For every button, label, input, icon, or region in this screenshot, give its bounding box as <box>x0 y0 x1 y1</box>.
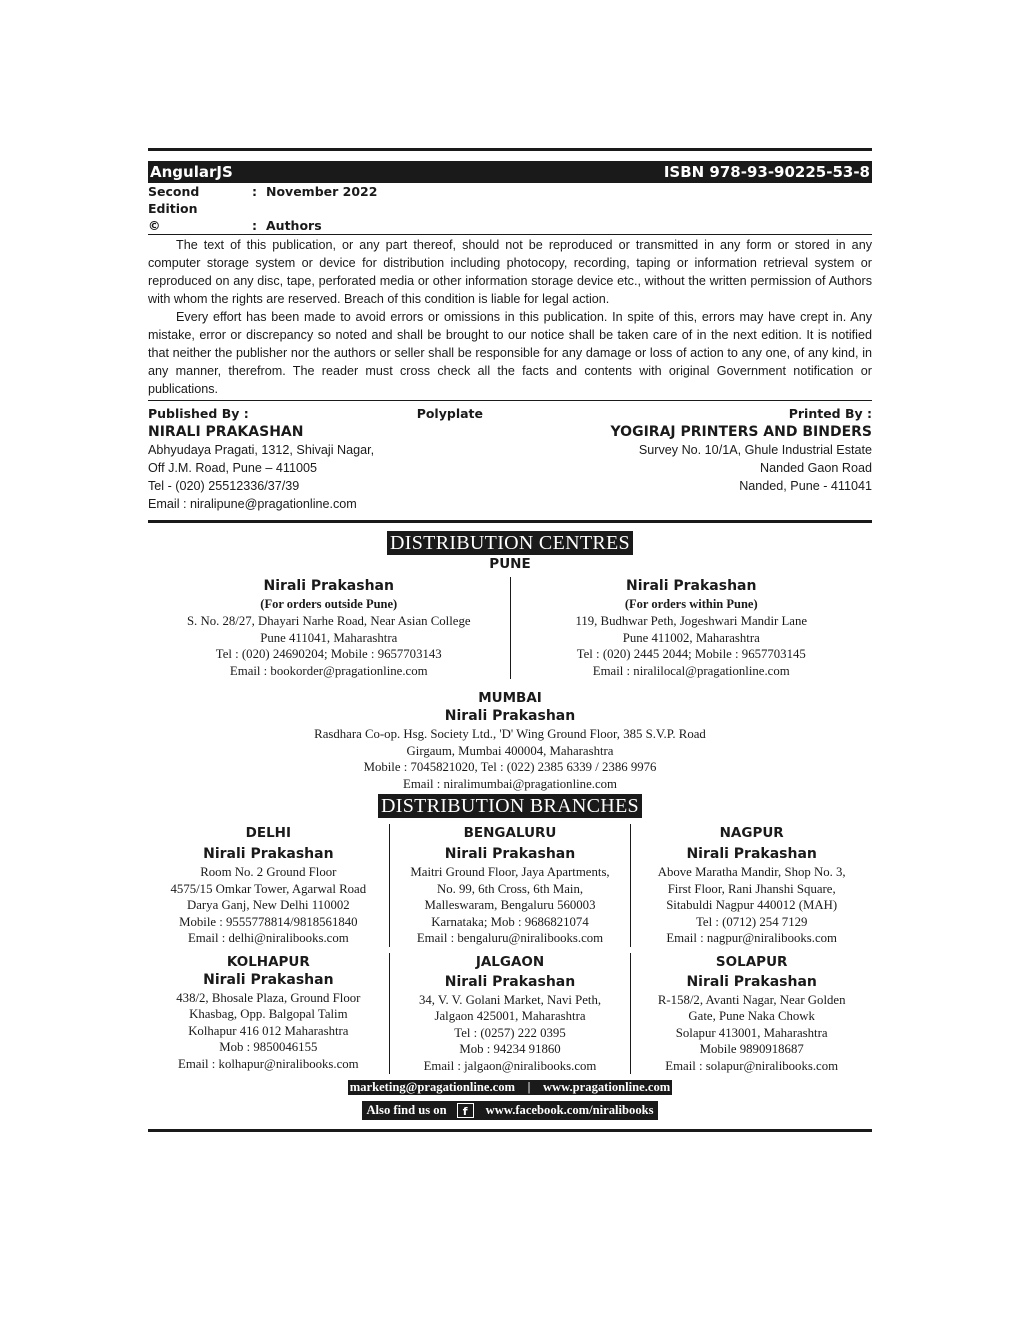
email-line: Email : kolhapur@niralibooks.com <box>178 1056 359 1071</box>
branch-solapur <box>631 953 872 1075</box>
phone-line: Mobile : 9555778814/9818561840 <box>179 914 358 929</box>
branches-row-1 <box>148 824 872 947</box>
book-title: AngularJS <box>150 163 233 181</box>
branch-bengaluru <box>390 824 631 947</box>
publisher-email: Email : niralipune@pragationline.com <box>148 497 357 511</box>
pune-city: PUNE <box>489 556 531 572</box>
divider-thick <box>148 520 872 523</box>
address-line: R-158/2, Avanti Nagar, Near Golden <box>657 992 846 1007</box>
publisher-label: Published By : <box>148 406 249 421</box>
email-line: Email : bengaluru@niralibooks.com <box>416 931 604 945</box>
publisher-block <box>148 405 374 513</box>
branch-city: BENGALURU <box>463 825 557 841</box>
address-line: First Floor, Rani Jhanshi Square, <box>667 881 836 896</box>
polyplate-label: Polyplate <box>416 406 483 421</box>
branch-kolhapur <box>148 953 389 1075</box>
email-line: Email : niralimumbai@pragationline.com <box>403 776 617 791</box>
phone-line: Tel : (020) 2445 2044; Mobile : 9657703145 <box>576 647 806 661</box>
printer-name: YOGIRAJ PRINTERS AND BINDERS <box>610 424 872 440</box>
email-line: Email : delhi@niralibooks.com <box>187 931 349 945</box>
publisher-line: Tel - (020) 25512336/37/39 <box>148 479 300 493</box>
printer-label: Printed By : <box>788 406 872 421</box>
phone-line: Tel : (020) 24690204; Mobile : 9657703143 <box>215 647 442 661</box>
branches-row-2 <box>148 953 872 1075</box>
colon: : <box>252 218 257 233</box>
printer-line: Survey No. 10/1A, Ghule Industrial Estate <box>638 443 872 457</box>
firm-name: Nirali Prakashan <box>626 578 757 594</box>
phone-line: Tel : (0712) 254 7129 <box>695 914 808 929</box>
legal-paragraph-1: The text of this publication, or any part thereof, should not be reproduced or transmitted in any form or stored in any computer storage system or device for distribution including photocopy, recording, taping or information retrieval system or reproduced on any disc, tape, perforated media or other information storage device etc., without the written permission of Authors with whom the rights are reserved. Breach of this condition is liable for legal action. <box>148 238 872 306</box>
centre-subtitle: (For orders outside Pune) <box>260 597 398 611</box>
branch-nagpur <box>631 824 872 947</box>
email-line: Email : nagpur@niralibooks.com <box>666 931 837 945</box>
edition-label: Second Edition <box>148 184 200 216</box>
branch-city: DELHI <box>245 825 292 841</box>
address-line: Solapur 413001, Maharashtra <box>675 1025 828 1040</box>
phone-line: Tel : (0257) 222 0395 <box>454 1025 566 1040</box>
mumbai-centre <box>148 689 872 792</box>
firm-name: Nirali Prakashan <box>444 973 576 990</box>
firm-name: Nirali Prakashan <box>444 708 576 724</box>
address-line: S. No. 28/27, Dhayari Narhe Road, Near Asian College <box>186 614 471 628</box>
pune-centre-within <box>511 577 873 679</box>
legal-notice <box>148 235 872 400</box>
centre-subtitle: (For orders within Pune) <box>624 597 758 611</box>
publisher-line: Abhyudaya Pragati, 1312, Shivaji Nagar, <box>148 443 375 457</box>
branch-city: KOLHAPUR <box>226 953 310 970</box>
publisher-name: NIRALI PRAKASHAN <box>148 424 304 440</box>
branch-city: SOLAPUR <box>715 953 788 970</box>
phone-line: Mob : 9850046155 <box>219 1040 318 1054</box>
pune-centres <box>148 577 872 679</box>
title-bar <box>148 161 872 183</box>
publisher-line: Off J.M. Road, Pune – 411005 <box>148 461 317 475</box>
facebook-strip <box>148 1101 872 1120</box>
contact-strip <box>148 1080 872 1095</box>
address-line: Maitri Ground Floor, Jaya Apartments, <box>410 865 610 879</box>
copyright-value: Authors <box>266 218 322 233</box>
copyright-page <box>148 148 872 1132</box>
firm-name: Nirali Prakashan <box>203 971 334 988</box>
address-line: 34, V. V. Golani Market, Navi Peth, <box>418 992 602 1007</box>
address-line: Girgaum, Mumbai 400004, Maharashtra <box>406 743 614 758</box>
facebook-link[interactable]: www.facebook.com/niralibooks <box>485 1103 654 1117</box>
bottom-rule <box>148 1129 872 1132</box>
address-line: Pune 411002, Maharashtra <box>622 630 760 645</box>
branch-jalgaon <box>390 953 631 1075</box>
address-line: Malleswaram, Bengaluru 560003 <box>424 898 596 912</box>
top-rule <box>148 148 872 151</box>
firm-name: Nirali Prakashan <box>263 578 394 594</box>
address-line: Above Maratha Mandir, Shop No. 3, <box>657 865 846 879</box>
address-line: Kolhapur 416 012 Maharashtra <box>188 1023 349 1038</box>
email-line: Email : solapur@niralibooks.com <box>665 1058 839 1073</box>
mumbai-city: MUMBAI <box>478 690 542 706</box>
find-us-label: Also find us on <box>366 1103 447 1117</box>
address-line: 4575/15 Omkar Tower, Agarwal Road <box>170 881 367 896</box>
edition-meta <box>148 183 872 234</box>
address-line: Gate, Pune Naka Chowk <box>688 1009 815 1023</box>
address-line: Jalgaon 425001, Maharashtra <box>434 1009 586 1023</box>
phone-line: Mobile 9890918687 <box>699 1042 804 1056</box>
centres-banner <box>148 531 872 555</box>
colon: : <box>252 184 257 199</box>
facebook-row <box>362 1101 657 1120</box>
phone-line: Karnataka; Mob : 9686821074 <box>431 914 589 929</box>
printer-block <box>611 405 872 513</box>
copyright-row <box>148 217 872 234</box>
edition-value: November 2022 <box>266 184 378 199</box>
phone-line: Mob : 94234 91860 <box>459 1042 561 1056</box>
copyright-label: © <box>148 218 161 233</box>
address-line: Pune 411041, Maharashtra <box>260 630 398 645</box>
pune-centre-outside <box>148 577 510 679</box>
firm-name: Nirali Prakashan <box>686 846 817 862</box>
contact-links[interactable]: marketing@pragationline.com | www.pragationline.com <box>349 1080 671 1094</box>
branch-delhi <box>148 824 389 947</box>
email-line: Email : niralilocal@pragationline.com <box>592 663 790 678</box>
address-line: Darya Ganj, New Delhi 110002 <box>187 898 350 912</box>
legal-paragraph-2: Every effort has been made to avoid errors or omissions in this publication. In spite of this, errors may have crept in. Any mistake, error or discrepancy so noted and shall be brought to our notice shall be taken care of in the next edition. It is notified that neither the publisher nor the authors or seller shall be responsible for any damage or loss of action to any one, of any kind, in any manner, therefrom. The reader must cross check all the facts and contents with original Government notification or publications. <box>148 310 872 396</box>
centres-banner-text: DISTRIBUTION CENTRES <box>387 531 633 555</box>
email-line: Email : jalgaon@niralibooks.com <box>423 1058 597 1073</box>
address-line: Rasdhara Co-op. Hsg. Society Ltd., 'D' Wing Ground Floor, 385 S.V.P. Road <box>314 727 706 741</box>
address-line: No. 99, 6th Cross, 6th Main, <box>436 881 584 896</box>
facebook-icon: f <box>457 1103 474 1118</box>
isbn: ISBN 978-93-90225-53-8 <box>663 163 870 181</box>
address-line: Sitabuldi Nagpur 440012 (MAH) <box>666 898 838 912</box>
edition-row <box>148 183 872 217</box>
firm-name: Nirali Prakashan <box>203 846 334 862</box>
branches-banner <box>148 794 872 818</box>
firm-name: Nirali Prakashan <box>686 973 817 990</box>
printer-line: Nanded, Pune - 411041 <box>739 479 872 493</box>
publisher-printer <box>148 401 872 520</box>
branches-banner-text: DISTRIBUTION BRANCHES <box>378 794 642 818</box>
address-line: 438/2, Bhosale Plaza, Ground Floor <box>176 990 361 1005</box>
phone-line: Mobile : 7045821020, Tel : (022) 2385 6339 / 2386 9976 <box>363 760 657 774</box>
email-line: Email : bookorder@pragationline.com <box>229 663 428 678</box>
branch-city: NAGPUR <box>719 825 784 841</box>
printer-line: Nanded Gaon Road <box>759 461 872 475</box>
firm-name: Nirali Prakashan <box>444 846 576 862</box>
address-line: Room No. 2 Ground Floor <box>200 865 337 879</box>
address-line: 119, Budhwar Peth, Jogeshwari Mandir Lane <box>575 614 808 628</box>
address-line: Khasbag, Opp. Balgopal Talim <box>189 1007 348 1021</box>
branch-city: JALGAON <box>475 953 545 970</box>
